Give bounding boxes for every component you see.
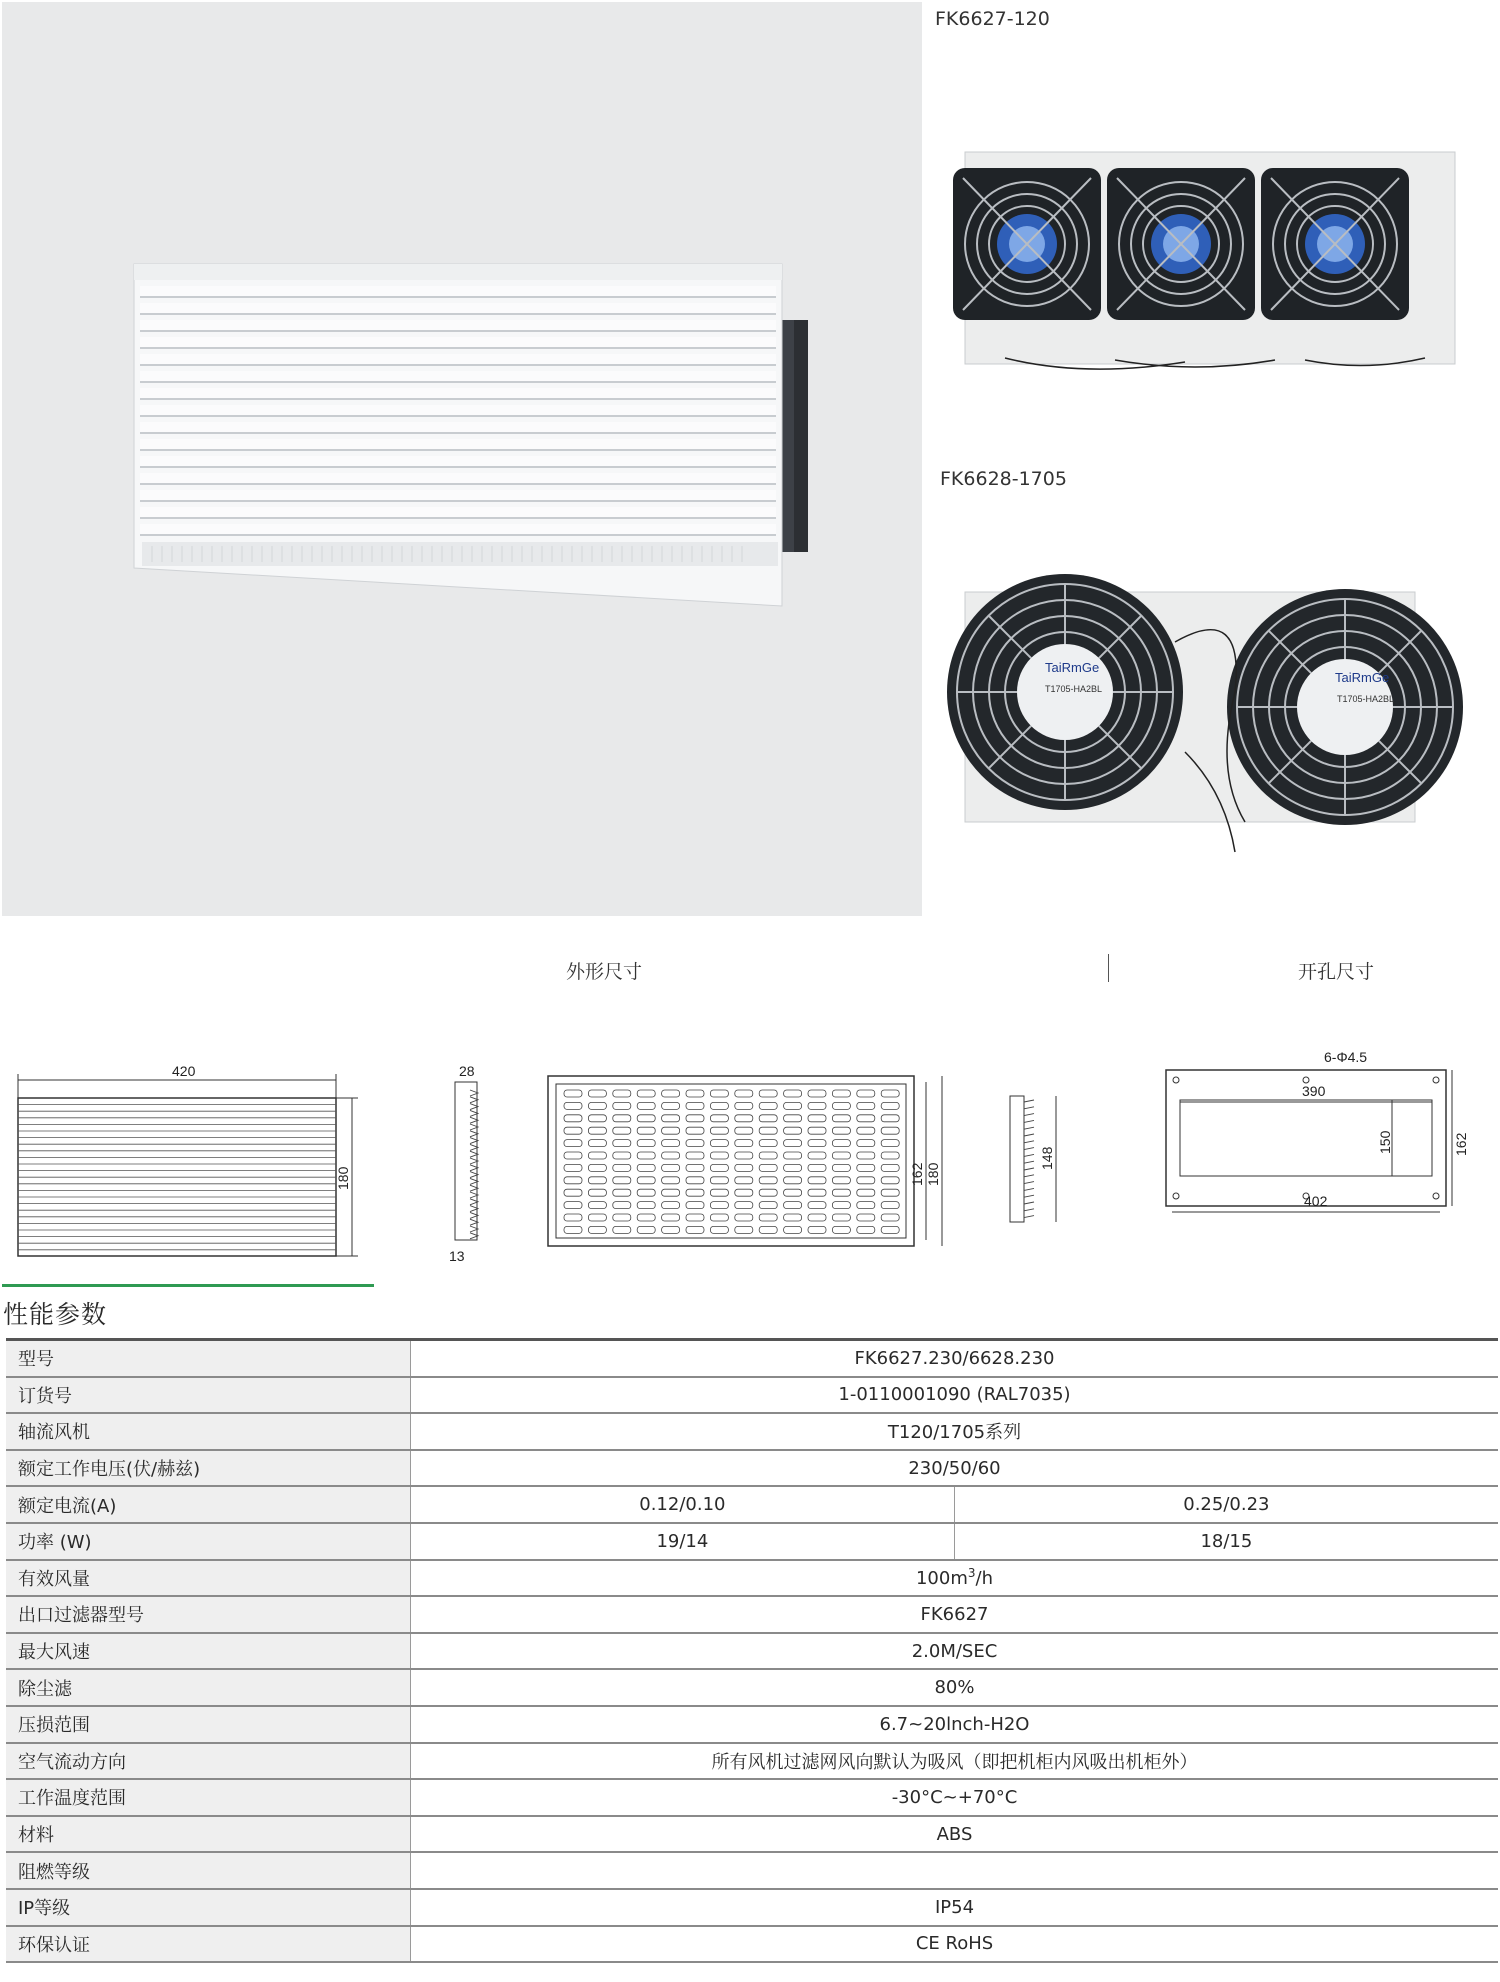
- row-label: 最大风速: [6, 1633, 411, 1670]
- dim-depth: 28: [459, 1063, 475, 1079]
- row-label: 除尘滤: [6, 1669, 411, 1706]
- row-label: 压损范围: [6, 1706, 411, 1743]
- dim-cut-height: 150: [1377, 1130, 1393, 1154]
- table-row: [6, 1816, 1498, 1853]
- performance-table: [6, 1338, 1498, 1963]
- back-view-drawing: [548, 1076, 942, 1246]
- dim-cut-width: 390: [1302, 1083, 1326, 1099]
- row-value-b: 18/15: [954, 1523, 1498, 1560]
- row-value-a: 19/14: [411, 1523, 955, 1560]
- row-label: 功率 (W): [6, 1523, 411, 1560]
- table-row: [6, 1926, 1498, 1963]
- table-row: [6, 1669, 1498, 1706]
- dim-cut-outer-h: 162: [1453, 1132, 1469, 1156]
- row-value: 6.7~20lnch-H2O: [411, 1706, 1499, 1743]
- table-row: [6, 1377, 1498, 1414]
- dim-height: 180: [335, 1166, 351, 1190]
- dim-back-outer: 180: [925, 1162, 941, 1186]
- row-value: IP54: [411, 1889, 1499, 1926]
- table-row: [6, 1633, 1498, 1670]
- section-accent-line: [2, 1284, 374, 1287]
- row-label: 有效风量: [6, 1560, 411, 1597]
- dim-side-height: 148: [1039, 1146, 1055, 1170]
- row-value: CE RoHS: [411, 1926, 1499, 1963]
- model-label-fk6627: FK6627-120: [935, 8, 1050, 30]
- row-label: 环保认证: [6, 1926, 411, 1963]
- table-row: [6, 1889, 1498, 1926]
- row-label: 额定电流(A): [6, 1486, 411, 1523]
- dim-depth-inner: 13: [449, 1248, 465, 1264]
- airflow-value: 100m: [915, 1568, 968, 1590]
- louver-slats: [140, 286, 776, 535]
- row-label: IP等级: [6, 1889, 411, 1926]
- row-value: -30°C~+70°C: [411, 1779, 1499, 1816]
- fan-model-label-1: T1705-HA2BL: [1045, 684, 1103, 694]
- row-label: 空气流动方向: [6, 1743, 411, 1780]
- product-photo-panel: [2, 2, 922, 916]
- table-row: [6, 1779, 1498, 1816]
- technical-drawings: [0, 1040, 1500, 1264]
- row-value: ABS: [411, 1816, 1499, 1853]
- row-value: [411, 1560, 1499, 1597]
- row-value-a: 0.12/0.10: [411, 1486, 955, 1523]
- table-row: [6, 1340, 1498, 1377]
- row-label: 工作温度范围: [6, 1779, 411, 1816]
- row-label: 订货号: [6, 1377, 411, 1414]
- fan-brand-label-2: TaiRmGe: [1335, 670, 1390, 685]
- fk6627-triple-fan-photo: [945, 148, 1475, 370]
- row-value: T120/1705系列: [411, 1413, 1499, 1450]
- performance-title: 性能参数: [3, 1300, 108, 1329]
- row-label: 阻燃等级: [6, 1852, 411, 1889]
- airflow-suffix: /h: [975, 1568, 993, 1590]
- heading-divider: [1108, 954, 1109, 982]
- row-value: FK6627.230/6628.230: [411, 1340, 1499, 1377]
- row-value: 所有风机过滤网风向默认为吸风（即把机柜内风吸出机柜外）: [411, 1743, 1499, 1780]
- dim-back-inner: 162: [909, 1162, 925, 1186]
- table-row: [6, 1413, 1498, 1450]
- fk6628-dual-fan-photo: [945, 572, 1475, 872]
- fan-side-drawing: [1010, 1096, 1056, 1222]
- row-label: 额定工作电压(伏/赫兹): [6, 1450, 411, 1487]
- table-row: [6, 1743, 1498, 1780]
- outline-dimensions-heading: 外形尺寸: [566, 961, 643, 983]
- table-row: [6, 1450, 1498, 1487]
- row-label: 型号: [6, 1340, 411, 1377]
- row-value: 80%: [411, 1669, 1499, 1706]
- row-label: 轴流风机: [6, 1413, 411, 1450]
- table-row: [6, 1596, 1498, 1633]
- side-profile-drawing: [449, 1063, 478, 1264]
- table-row: [6, 1706, 1498, 1743]
- dim-width: 420: [172, 1063, 196, 1079]
- cutout-drawing: [1166, 1049, 1469, 1212]
- row-value: FK6627: [411, 1596, 1499, 1633]
- table-row: [6, 1852, 1498, 1889]
- row-value: [411, 1852, 1499, 1889]
- table-row: [6, 1523, 1498, 1560]
- row-value: 1-0110001090 (RAL7035): [411, 1377, 1499, 1414]
- fan-brand-label-1: TaiRmGe: [1045, 660, 1100, 675]
- model-label-fk6628: FK6628-1705: [940, 468, 1067, 490]
- airflow-sup: 3: [967, 1566, 976, 1581]
- table-row: [6, 1560, 1498, 1597]
- cutout-dimensions-heading: 开孔尺寸: [1298, 961, 1375, 983]
- dim-holes: 6-Φ4.5: [1324, 1049, 1368, 1065]
- filter-grille-image: [2, 2, 922, 916]
- row-value: 230/50/60: [411, 1450, 1499, 1487]
- fan-model-label-2: T1705-HA2BL: [1337, 694, 1395, 704]
- dim-cut-outer-w: 402: [1304, 1193, 1328, 1209]
- front-view-drawing: [18, 1063, 358, 1256]
- row-label: 出口过滤器型号: [6, 1596, 411, 1633]
- table-row: [6, 1486, 1498, 1523]
- row-value-b: 0.25/0.23: [954, 1486, 1498, 1523]
- row-value: 2.0M/SEC: [411, 1633, 1499, 1670]
- row-label: 材料: [6, 1816, 411, 1853]
